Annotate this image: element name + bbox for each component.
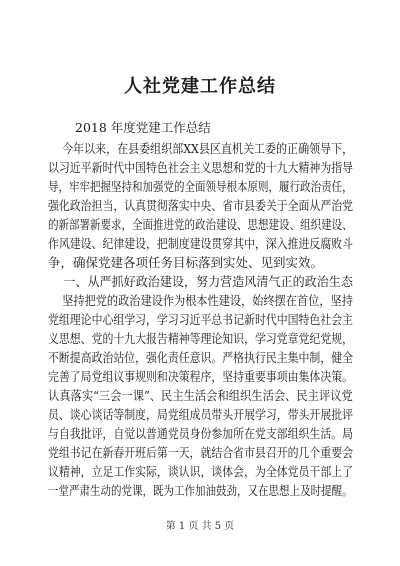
text-line: 党组理论中心组学习，学习习近平总书记新时代中国特色社会主	[48, 312, 354, 327]
text-line: 员、谈心谈话等制度，局党组成员带头开展学习，带头开展批评	[48, 407, 354, 422]
text-line: 强化政治担当，认真贯彻落实中央、省市县委关于全面从严治党	[48, 198, 354, 213]
text-line: 不断提高政治站位，强化责任意识。严格执行民主集中制，健全	[48, 350, 354, 365]
text-line: 认真落实“三会一课”、民主生活会和组织生活会、民主评议党	[48, 388, 353, 403]
text-line: 以习近平新时代中国特色社会主义思想和党的十九大精神为指导	[48, 160, 354, 175]
page-footer: 第 1 页 共 5 页	[165, 521, 235, 532]
text-line: 党组书记在新春开班后第一天，就结合省市县召开的几个重要会	[48, 445, 354, 460]
text-line: 导，牢牢把握坚持和加强党的全面领导根本原则，履行政治责任，	[48, 179, 353, 194]
section-heading: 一、从严抓好政治建设，努力营造风清气正的政治生态	[48, 274, 353, 289]
text-line: 的新部署新要求，全面推进党的政治建设、思想建设、组织建设、	[48, 217, 353, 232]
text-line: 与自我批评，自觉以普通党员身份参加所在党支部组织生活。局	[48, 426, 354, 441]
document-title: 人社党建工作总结	[124, 76, 276, 97]
text-line: 争，确保党建各项任务目标落到实处、见到实效。	[48, 255, 324, 270]
text-line: 一堂严肃生动的党课，既为工作加油鼓劲，又在思想上及时提醒。	[48, 483, 353, 498]
text-line: 完善了局党组议事规则和决策程序，坚持重要事项由集体决策。	[48, 369, 354, 384]
text-line: 议精神，立足工作实际，谈认识，谈体会，为全体党员干部上了	[48, 464, 354, 479]
text-line: 义思想、党的十九大报告精神等理论知识，学习党章党纪党规，	[48, 331, 354, 346]
text-line: 作风建设、纪律建设，把制度建设贯穿其中，深入推进反腐败斗	[48, 236, 354, 251]
text-line: 今年以来，在县委组织部XX县区直机关工委的正确领导下，	[48, 141, 354, 156]
document-subtitle: 2018 年度党建工作总结	[75, 120, 211, 135]
text-line: 坚持把党的政治建设作为根本性建设，始终摆在首位，坚持	[48, 293, 353, 308]
